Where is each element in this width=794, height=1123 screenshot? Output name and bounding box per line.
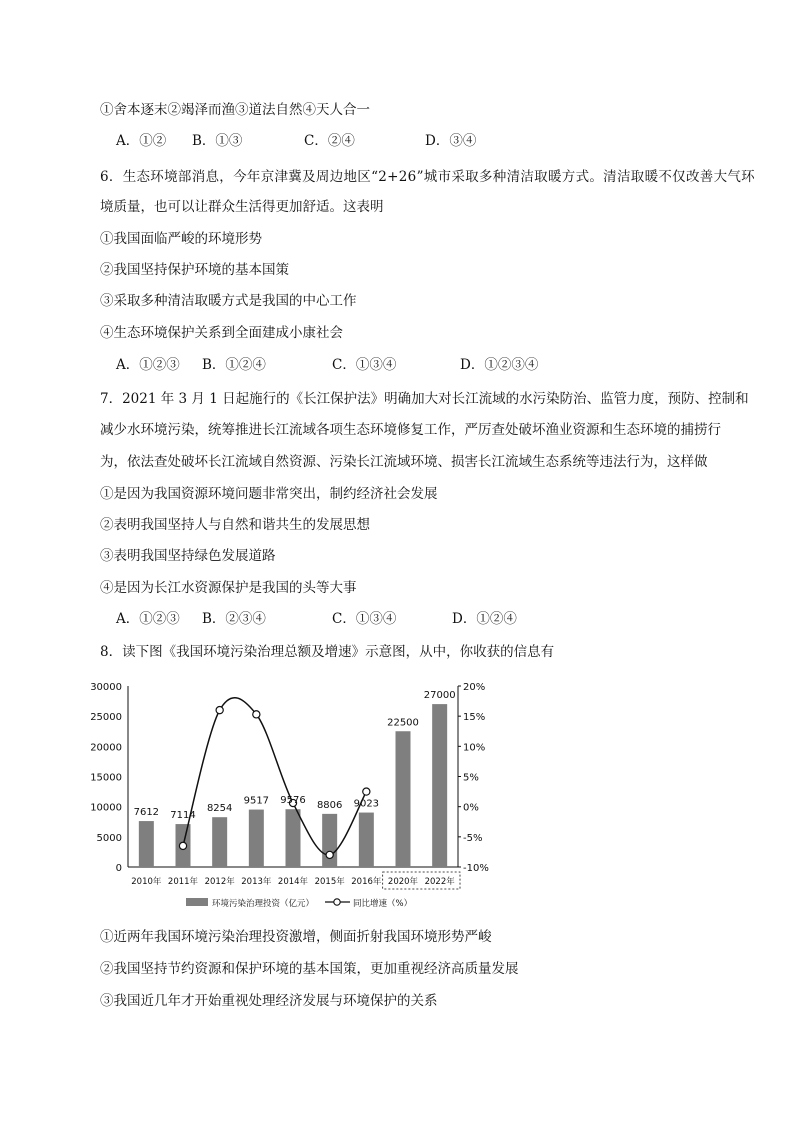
- q8-statement-3: ③我国近几年才开始重视处理经济发展与环境保护的关系: [100, 993, 438, 1009]
- q5-option-a[interactable]: A．①②: [116, 133, 167, 149]
- bar: [359, 813, 374, 867]
- growth-point: [326, 851, 333, 858]
- bar: [139, 821, 154, 867]
- q7-statement-4: ④是因为长江水资源保护是我国的头等大事: [100, 580, 357, 596]
- q5-statements: ①舍本逐末②竭泽而渔③道法自然④天人合一: [100, 102, 370, 118]
- legend-line-label: 同比增速（%）: [353, 899, 413, 909]
- q7-option-b[interactable]: B．②③④: [202, 611, 266, 627]
- category-label: 2014年: [277, 877, 309, 887]
- q6-statement-2: ②我国坚持保护环境的基本国策: [100, 262, 289, 278]
- right-tick-label: 0%: [463, 802, 479, 814]
- q7-statement-2: ②表明我国坚持人与自然和谐共生的发展思想: [100, 517, 370, 533]
- q6-statement-4: ④生态环境保护关系到全面建成小康社会: [100, 325, 343, 341]
- chart-legend: [186, 898, 412, 909]
- q5-option-c[interactable]: C．②④: [304, 133, 355, 149]
- left-tick-label: 5000: [96, 832, 122, 844]
- bar: [249, 810, 264, 867]
- bar-value-label: 7612: [133, 807, 160, 819]
- legend-bar-label: 环境污染治理投资（亿元）: [212, 899, 315, 909]
- q7-statement-1: ①是因为我国资源环境问题非常突出，制约经济社会发展: [100, 486, 438, 502]
- left-tick-label: 20000: [90, 742, 122, 754]
- q6-option-c[interactable]: C．①③④: [332, 357, 397, 373]
- bar-value-label: 9576: [280, 795, 306, 807]
- q7-statement-3: ③表明我国坚持绿色发展道路: [100, 548, 276, 564]
- category-label: 2015年: [314, 877, 345, 887]
- right-tick-label: 5%: [463, 772, 479, 784]
- q8-statement-1: ①近两年我国环境污染治理投资激增，侧面折射我国环境形势严峻: [100, 929, 492, 945]
- q7-stem-line2: 减少水环境污染，统筹推进长江流域各项生态环境修复工作，严厉查处破坏渔业资源和生态环境的捕捞行: [100, 422, 721, 438]
- q7-option-a[interactable]: A．①②③: [116, 611, 180, 627]
- category-label: 2013年: [241, 877, 272, 887]
- q7-option-c[interactable]: C．①③④: [332, 611, 397, 627]
- bar-value-label: 22500: [387, 717, 419, 729]
- right-tick-label: 10%: [463, 742, 486, 754]
- q6-statement-3: ③采取多种清洁取暖方式是我国的中心工作: [100, 293, 357, 309]
- growth-point: [216, 707, 223, 714]
- q6-stem-line2: 境质量，也可以让群众生活得更加舒适。这表明: [100, 199, 384, 215]
- q6-option-d[interactable]: D．①②③④: [460, 357, 539, 373]
- q7-stem-line3: 为，依法查处破坏长江流域自然资源、污染长江流域环境、损害长江流域生态系统等违法行为，这样做: [100, 454, 708, 470]
- left-tick-label: 15000: [90, 772, 122, 784]
- bar-value-label: 9517: [243, 795, 270, 807]
- q6-stem-line1: 6．生态环境部消息，今年京津冀及周边地区“2+26”城市采取多种清洁取暖方式。清洁取暖不仅改善大气环: [100, 169, 755, 185]
- left-tick-label: 25000: [90, 712, 122, 724]
- bar: [396, 731, 411, 867]
- bar-value-label: 7114: [170, 810, 196, 822]
- bar-value-label: 8806: [316, 799, 343, 811]
- left-tick-label: 10000: [90, 802, 122, 814]
- growth-point: [179, 842, 186, 849]
- bar: [432, 704, 447, 867]
- category-label: 2016年: [351, 877, 382, 887]
- q8-stem: 8．读下图《我国环境污染治理总额及增速》示意图，从中，你收获的信息有: [100, 644, 555, 660]
- bar: [212, 817, 227, 867]
- bar-value-label: 9023: [353, 798, 380, 810]
- chart-growth-line: [179, 698, 370, 859]
- q7-option-d[interactable]: D．①②④: [452, 611, 517, 627]
- right-tick-label: -5%: [463, 832, 483, 844]
- legend-marker-icon: [334, 899, 340, 905]
- category-label: 2020年: [387, 877, 419, 887]
- category-label: 2022年: [424, 877, 455, 887]
- legend-bar-swatch: [186, 898, 208, 906]
- left-tick-label: 30000: [90, 682, 122, 693]
- right-tick-label: 20%: [463, 682, 486, 693]
- q6-option-b[interactable]: B．①②④: [202, 357, 266, 373]
- q6-option-a[interactable]: A．①②③: [116, 357, 180, 373]
- q8-statement-2: ②我国坚持节约资源和保护环境的基本国策，更加重视经济高质量发展: [100, 961, 519, 977]
- q5-option-b[interactable]: B．①③: [192, 133, 243, 149]
- left-tick-label: 0: [115, 863, 122, 874]
- right-tick-label: -10%: [463, 863, 489, 874]
- category-label: 2010年: [131, 877, 162, 887]
- category-label: 2011年: [167, 877, 199, 887]
- growth-point: [363, 788, 370, 795]
- bar: [286, 809, 301, 867]
- right-tick-label: 15%: [463, 712, 486, 724]
- growth-point: [253, 711, 260, 718]
- q5-option-d[interactable]: D．③④: [425, 133, 477, 149]
- q6-statement-1: ①我国面临严峻的环境形势: [100, 231, 262, 247]
- growth-curve: [183, 698, 366, 855]
- category-label: 2012年: [204, 877, 235, 887]
- investment-chart: [80, 672, 489, 917]
- bar-value-label: 8254: [206, 803, 233, 815]
- bar-value-label: 27000: [423, 690, 456, 702]
- q7-stem-line1: 7．2021 年 3 月 1 日起施行的《长江保护法》明确加大对长江流域的水污染防治、监管力度，预防、控制和: [100, 391, 749, 407]
